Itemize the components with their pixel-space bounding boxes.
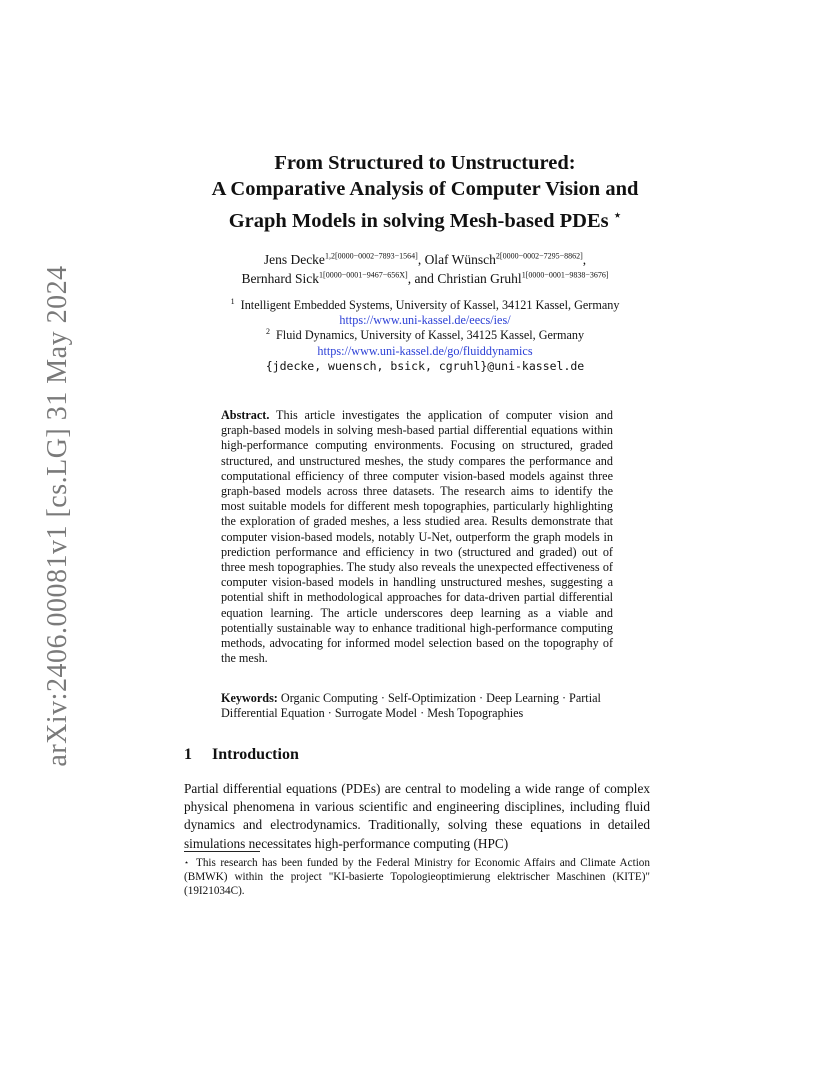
author-separator: , and (407, 271, 438, 286)
affiliation-link[interactable]: https://www.uni-kassel.de/go/fluiddynamics (317, 343, 533, 358)
author-orcid: 1,2[0000−0002−7893−1564] (324, 251, 418, 261)
title-line-3-text: Graph Models in solving Mesh-based PDEs (228, 209, 609, 232)
author-list (150, 250, 700, 288)
section-number: 1 (184, 746, 192, 763)
affiliation-2 (150, 328, 700, 343)
author-emails: {jdecke, wuensch, bsick, cgruhl}@uni-kassel.de (265, 358, 585, 373)
abstract-label: Abstract. (221, 408, 270, 422)
author-orcid: 1[0000−0001−9838−3676] (521, 270, 609, 280)
abstract-text: This article investigates the application of computer vision and graph-based models in solving mesh-based partial differential equations within high-performance computing environments. Focusing on structured, graded structured, and unstructured meshes, the study compares the performance and computational efficiency of three computer vision-based models against three graph-based models across three datasets. The research aims to identify the most suitable models for different mesh topographies, particularly highlighting the exploration of graded meshes, a less studied area. Results demonstrate that computer vision-based models, notably U-Net, outperform the graph models in prediction performance and efficiency in two (structured and graded) out of three mesh topographies. The study also reveals the unexpected effectiveness of computer vision-based models in handling unstructured meshes, suggesting a potential shift in methodological approaches for data-driven partial differential equation learning. The article underscores deep learning as a viable and potentially sustainable way to enhance traditional high-performance computing methods, advocating for informed model selection based on the topography of the mesh. (221, 408, 613, 666)
title-line-1: From Structured to Unstructured: (274, 152, 576, 174)
intro-paragraph: Partial differential equations (PDEs) are central to modeling a wide range of complex physical phenomena in various scientific and engineering disciplines, including fluid dynamics and electrodynamics. Traditionally, solving these equations in detailed simulations necessitates high-performance computing (HPC) (184, 781, 650, 851)
title-footnote-mark: ⋆ (613, 208, 622, 222)
author-orcid: 1[0000−0001−9467−656X] (319, 270, 408, 280)
affiliation-text: Intelligent Embedded Systems, University of Kassel, 34121 Kassel, Germany (240, 298, 620, 312)
footnote (184, 856, 650, 899)
author-name: Olaf Wünsch (424, 252, 496, 267)
affiliation-link[interactable]: https://www.uni-kassel.de/eecs/ies/ (339, 313, 511, 328)
abstract (221, 408, 613, 666)
arxiv-identifier: arXiv:2406.00081v1 [cs.LG] 31 May 2024 (42, 265, 73, 767)
keywords (221, 691, 621, 721)
keywords-text: Organic Computing · Self-Optimization · Deep Learning · Partial Differential Equation · Surrogate Model · Mesh Topographies (221, 691, 601, 721)
affiliation-number: 2 (265, 327, 270, 337)
author-separator: , (417, 252, 425, 267)
title-line-3 (150, 202, 700, 234)
affiliation-number: 1 (230, 296, 235, 306)
footnote-mark: ⋆ (184, 858, 190, 867)
affiliation-1 (150, 298, 700, 313)
author-name: Christian Gruhl (437, 271, 522, 286)
section-heading (184, 746, 299, 764)
title-line-2: A Comparative Analysis of Computer Vision and (211, 178, 639, 200)
footnote-rule (184, 851, 260, 852)
footnote-text: This research has been funded by the Federal Ministry for Economic Affairs and Climate Action (BMWK) within the project "KI-basierte Topologieoptimierung elektrischer Maschinen (KITE)" (19I21034C). (184, 857, 650, 898)
paper-title (150, 150, 700, 234)
keywords-label: Keywords: (221, 691, 278, 705)
author-separator: , (582, 252, 587, 267)
author-orcid: 2[0000−0002−7295−8862] (495, 251, 583, 261)
author-name: Bernhard Sick (241, 271, 320, 286)
section-title: Introduction (212, 746, 299, 763)
author-name: Jens Decke (263, 252, 325, 267)
affiliations (150, 298, 700, 374)
affiliation-text: Fluid Dynamics, University of Kassel, 34125 Kassel, Germany (276, 328, 585, 343)
